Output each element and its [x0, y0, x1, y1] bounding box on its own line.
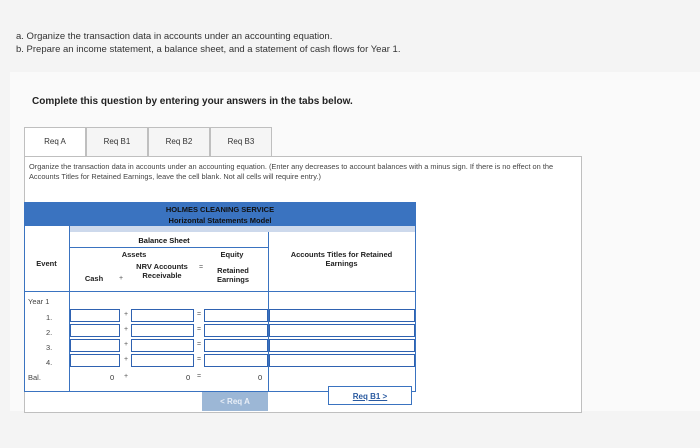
bal-cash-value: 0 — [110, 373, 115, 382]
equals-sign: = — [196, 311, 202, 318]
titles-input-2[interactable] — [269, 324, 415, 337]
cash-input-4[interactable] — [70, 354, 120, 367]
row-label-1: 1. — [46, 313, 53, 322]
nrv-input-1[interactable] — [131, 309, 194, 322]
nrv-input-3[interactable] — [131, 339, 194, 352]
equals-sign: = — [196, 356, 202, 363]
accounts-titles-header: Accounts Titles for Retained Earnings — [290, 250, 393, 268]
nrv-header: NRV Accounts Receivable — [136, 262, 188, 280]
instructions — [16, 30, 400, 56]
bal-re-value: 0 — [258, 373, 263, 382]
section-title: Balance Sheet — [138, 236, 190, 245]
nrv-input-2[interactable] — [131, 324, 194, 337]
requirement-text: Organize the transaction data in accounts under an accounting equation. (Enter any decreases to account balances with a minus sign. If there is no effect on the Accounts Titles for Retained Earnings, leave the cell blank. Not all cells will require entry.) — [29, 162, 554, 181]
titles-input-1[interactable] — [269, 309, 415, 322]
equals-sign: = — [198, 264, 204, 271]
table-header-stripe — [70, 226, 416, 232]
plus-sign: + — [123, 341, 129, 348]
cash-input-3[interactable] — [70, 339, 120, 352]
equals-sign: = — [196, 373, 202, 380]
tab-req-a[interactable]: Req A — [24, 127, 86, 157]
row-label-2: 2. — [46, 328, 53, 337]
plus-sign: + — [123, 373, 129, 380]
cash-input-2[interactable] — [70, 324, 120, 337]
plus-sign: + — [123, 356, 129, 363]
row-label-bal: Bal. — [28, 373, 41, 382]
company-name: HOLMES CLEANING SERVICE — [165, 205, 275, 214]
row-label-3: 3. — [46, 343, 53, 352]
titles-input-4[interactable] — [269, 354, 415, 367]
retained-earnings-header: Retained Earnings — [216, 266, 250, 284]
re-input-2[interactable] — [204, 324, 268, 337]
model-name: Horizontal Statements Model — [168, 216, 272, 225]
grid-line — [24, 202, 25, 392]
plus-sign: + — [118, 275, 124, 282]
plus-sign: + — [123, 311, 129, 318]
tab-req-b1[interactable]: Req B1 — [86, 127, 148, 157]
grid-line — [69, 247, 268, 248]
prompt-text: Complete this question by entering your answers in the tabs below. — [32, 96, 353, 107]
equals-sign: = — [196, 326, 202, 333]
assets-header: Assets — [121, 250, 147, 259]
equals-sign: = — [196, 341, 202, 348]
re-input-4[interactable] — [204, 354, 268, 367]
instruction-b: b. Prepare an income statement, a balance sheet, and a statement of cash flows for Year 1. — [16, 44, 401, 55]
tab-req-b2[interactable]: Req B2 — [148, 127, 210, 157]
horizontal-model-table — [24, 202, 416, 448]
cash-input-1[interactable] — [70, 309, 120, 322]
row-label-year1: Year 1 — [28, 297, 50, 306]
re-input-3[interactable] — [204, 339, 268, 352]
equity-header: Equity — [220, 250, 244, 259]
tab-bar — [24, 127, 272, 157]
next-req-button[interactable]: Req B1 > — [328, 386, 412, 405]
grid-line — [24, 291, 416, 292]
titles-input-3[interactable] — [269, 339, 415, 352]
instruction-a: a. Organize the transaction data in accounts under an accounting equation. — [16, 31, 333, 42]
event-header: Event — [36, 259, 57, 268]
re-input-1[interactable] — [204, 309, 268, 322]
grid-line — [415, 202, 416, 392]
tab-req-b3[interactable]: Req B3 — [210, 127, 272, 157]
bal-nrv-value: 0 — [186, 373, 191, 382]
cash-header: Cash — [84, 274, 104, 283]
nrv-input-4[interactable] — [131, 354, 194, 367]
plus-sign: + — [123, 326, 129, 333]
prev-req-button[interactable]: < Req A — [202, 392, 268, 411]
row-label-4: 4. — [46, 358, 53, 367]
